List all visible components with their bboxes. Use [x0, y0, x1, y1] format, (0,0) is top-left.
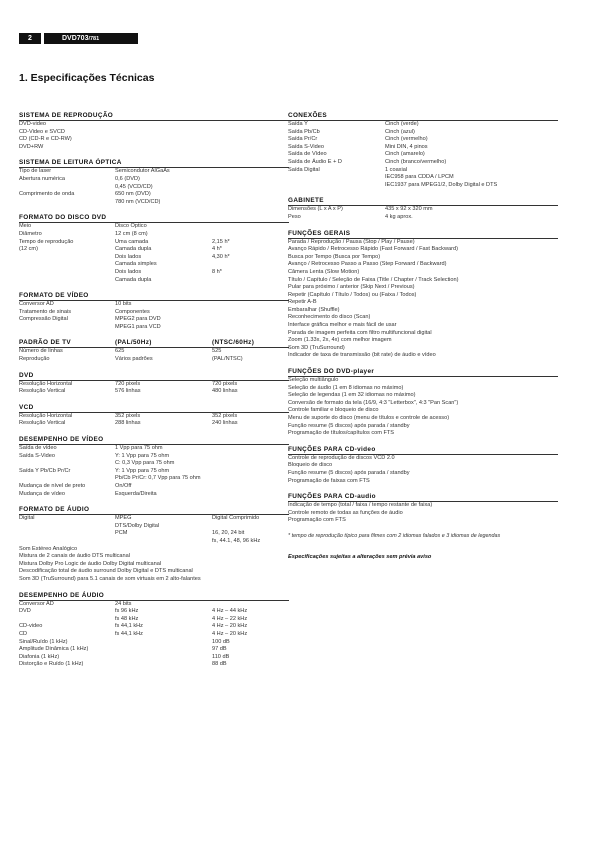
spec-section-s2 — [19, 159, 289, 206]
spec-row — [19, 309, 289, 317]
spec-row — [19, 639, 289, 647]
spec-row — [288, 151, 558, 159]
section-heading — [19, 292, 289, 301]
spec-line: CD (CD-R e CD-RW) — [19, 136, 72, 143]
spec-row — [19, 631, 289, 639]
spec-row — [19, 176, 289, 184]
spec-label: Distorção e Ruído (1 kHz) — [19, 661, 84, 668]
spec-value: Digital Comprimido — [212, 515, 260, 522]
spec-line: Mistura de 2 canais de áudio DTS multicanal — [19, 553, 130, 560]
spec-label: Saída de Vídeo — [288, 151, 327, 158]
spec-value: C: 0,3 Vpp para 75 ohm — [115, 460, 175, 467]
spec-row — [19, 231, 289, 239]
section-heading-text: FORMATO DE ÁUDIO — [19, 506, 90, 514]
spec-line: Função resume (5 discos) após parada / standby — [288, 422, 410, 429]
spec-value: Cinch (azul) — [385, 128, 415, 135]
spec-value: 576 linhas — [115, 388, 141, 395]
spec-value: On/Off — [115, 483, 132, 489]
spec-line: Programação com FTS — [288, 517, 346, 524]
spec-label — [19, 261, 115, 269]
spec-label — [19, 269, 115, 277]
spec-label: Digital — [19, 515, 35, 522]
spec-label: Diafonia (1 kHz) — [19, 653, 60, 660]
spec-section-s10 — [19, 592, 289, 669]
spec-label — [19, 324, 115, 332]
spec-value: Disco Óptico — [115, 223, 147, 230]
section-heading — [19, 372, 289, 381]
page-header — [19, 33, 138, 44]
spec-line: Seleção de legendas (1 em 32 idiomas no máximo) — [288, 392, 416, 399]
spec-value: fs, 44.1, 48, 96 kHz — [212, 537, 261, 544]
spec-label: Saída S-Video — [19, 452, 55, 459]
spec-label: Saída Digital — [288, 166, 320, 173]
spec-row — [288, 121, 558, 129]
spec-value: Y: 1 Vpp para 75 ohm — [115, 467, 170, 474]
spec-line: Parada / Reprodução / Pausa (Stop / Play / Pause) — [288, 238, 415, 245]
spec-value: 525 — [212, 348, 222, 355]
spec-value: 240 linhas — [212, 420, 238, 427]
spec-value: MPEG — [115, 515, 132, 522]
spec-row — [19, 453, 289, 461]
spec-label: Saída Y — [288, 121, 308, 127]
spec-label: Meio — [19, 223, 32, 230]
spec-label: CD — [19, 630, 28, 637]
spec-row — [19, 184, 289, 192]
spec-value: 2,15 h* — [212, 238, 230, 245]
section-heading-text: FORMATO DE VÍDEO — [19, 292, 89, 300]
spec-label: Resolução Horizontal — [19, 412, 73, 419]
spec-row — [19, 261, 289, 269]
spec-line: Som 3D (TruSurround) para 5.1 canais de som virtuais em 2 alto-falantes — [19, 575, 201, 582]
spec-label: Número de linhas — [19, 348, 63, 355]
left-column — [19, 112, 289, 677]
spec-label — [288, 182, 385, 190]
spec-line: Indicador de taxa de transmissão (bit rate) de áudio e vídeo — [288, 352, 436, 359]
spec-row — [19, 246, 289, 254]
spec-value: fs 44,1 kHz — [115, 623, 143, 630]
spec-label: Peso — [288, 213, 301, 220]
spec-value: 4 h* — [212, 246, 222, 253]
spec-label — [19, 460, 115, 468]
spec-section-r6 — [288, 493, 558, 525]
spec-label: Comprimento de onda — [19, 191, 75, 198]
spec-value: Pb/Cb Pr/Cr: 0,7 Vpp para 75 ohm — [115, 475, 201, 482]
spec-value: 0,6 (DVD) — [115, 175, 140, 182]
spec-line: Controle remoto de todas as funções de áudio — [288, 509, 403, 516]
section-heading-text: FORMATO DO DISCO DVD — [19, 214, 107, 222]
section-heading-text: DESEMPENHO DE VÍDEO — [19, 436, 104, 444]
spec-line: Repetir A-B — [288, 299, 317, 306]
spec-row — [19, 646, 289, 654]
spec-line: Controle familiar e bloqueio de disco — [288, 407, 379, 414]
spec-value: fs 96 kHz — [115, 608, 139, 615]
spec-value: IEC1937 para MPEG1/2, Dolby Digital e DTS — [385, 181, 498, 188]
spec-value — [115, 639, 212, 647]
spec-section-s9 — [19, 506, 289, 583]
spec-row — [19, 324, 289, 332]
spec-row — [19, 199, 289, 207]
spec-value: Uma camada — [115, 238, 149, 245]
spec-line: Avanço / Retrocesso Passo a Passo (Step Forward / Backward) — [288, 261, 447, 268]
section-heading-text: FUNÇÕES PARA CD-audio — [288, 493, 376, 501]
section-heading — [288, 112, 558, 121]
spec-row — [19, 601, 289, 609]
section-heading-text: PADRÃO DE TV — [19, 339, 72, 347]
spec-value: 352 pixels — [115, 412, 141, 419]
model-suffix: /781 — [88, 35, 100, 42]
spec-value: 780 nm (VCD/CD) — [115, 198, 161, 205]
spec-line: Função resume (5 discos) após parada / standby — [288, 469, 410, 476]
spec-line: CD-Video e SVCD — [19, 128, 65, 135]
section-heading-text: (NTSC/60Hz) — [212, 339, 255, 347]
spec-value: IEC958 para CDDA / LPCM — [385, 174, 454, 181]
spec-label: Compressão Digital — [19, 316, 68, 323]
spec-row — [19, 348, 289, 356]
spec-section-s4 — [19, 292, 289, 331]
spec-line: DVD-video — [19, 121, 47, 127]
spec-value: Cinch (branco/vermelho) — [385, 158, 447, 165]
spec-value: Mini DIN, 4 pinos — [385, 143, 428, 150]
spec-row — [288, 129, 558, 137]
spec-value: 480 linhas — [212, 388, 238, 395]
page-title: 1. Especificações Técnicas — [19, 72, 155, 84]
disclaimer: Especificações sujeitas a alterações sem prévia aviso — [288, 554, 432, 561]
spec-value: 650 nm (DVD) — [115, 191, 151, 198]
spec-label — [19, 616, 115, 624]
spec-label: Saída Pb/Cb — [288, 128, 320, 135]
spec-row — [19, 445, 289, 453]
spec-row — [19, 191, 289, 199]
spec-value: 10 bits — [115, 301, 132, 308]
spec-label: Tempo de reprodução — [19, 238, 74, 245]
spec-label: Tratamento de sinais — [19, 308, 72, 315]
spec-value: DTS/Dolby Digital — [115, 522, 160, 529]
spec-value: 24 bits — [115, 600, 132, 607]
section-heading-text: SISTEMA DE LEITURA ÓPTICA — [19, 159, 122, 167]
spec-value: 4 Hz – 44 kHz — [212, 608, 248, 615]
section-heading-text: GABINETE — [288, 197, 324, 205]
section-heading — [288, 368, 558, 377]
spec-value: 4 Hz – 20 kHz — [212, 623, 248, 630]
spec-value: Cinch (amarelo) — [385, 151, 425, 158]
spec-row — [19, 381, 289, 389]
spec-row — [19, 623, 289, 631]
spec-row — [288, 167, 558, 175]
spec-line: Avanço Rápido / Retrocesso Rápido (Fast Forward / Fast Backward) — [288, 246, 458, 253]
spec-value: 720 pixels — [212, 380, 238, 387]
spec-label: Dimensões (L x A x P) — [288, 206, 343, 213]
spec-row — [19, 654, 289, 662]
spec-value: 625 — [115, 348, 125, 355]
section-heading-text: (PAL/50Hz) — [115, 339, 152, 347]
section-heading — [19, 592, 289, 601]
section-heading-text: FUNÇÕES DO DVD-player — [288, 368, 375, 376]
spec-value: (PAL/NTSC) — [212, 356, 243, 363]
spec-label: Mudança de nível de preto — [19, 483, 86, 489]
spec-line: Câmera Lenta (Slow Motion) — [288, 268, 360, 275]
spec-label: Abertura numérica — [19, 175, 66, 182]
spec-value: Camada dupla — [115, 246, 152, 253]
spec-label — [19, 475, 115, 483]
section-heading-text: DESEMPENHO DE ÁUDIO — [19, 591, 105, 599]
spec-row — [19, 223, 289, 231]
spec-value: Dois lados — [115, 253, 142, 260]
spec-label: DVD — [19, 608, 31, 615]
spec-row — [19, 523, 289, 531]
spec-label: CD-video — [19, 623, 43, 630]
spec-label: Amplitude Dinâmica (1 kHz) — [19, 646, 89, 653]
spec-value: 4 kg aprox. — [385, 213, 413, 220]
spec-label: Resolução Vertical — [19, 388, 66, 395]
footnote: * tempo de reprodução típico para filmes com 2 idiomas falados e 3 idiomas de legendas — [288, 532, 501, 539]
spec-line: Embaralhar (Shuffle) — [288, 306, 340, 313]
spec-label — [19, 530, 115, 538]
spec-row — [19, 168, 289, 176]
spec-section-s8 — [19, 436, 289, 498]
section-heading — [19, 112, 289, 121]
spec-value: Cinch (vermelho) — [385, 136, 428, 143]
spec-label — [19, 277, 115, 285]
section-heading-text: DVD — [19, 371, 34, 379]
spec-value — [115, 654, 212, 662]
spec-line: Reconhecimento do disco (Scan) — [288, 314, 371, 321]
spec-label: Saída S-Video — [288, 143, 324, 150]
spec-value: 435 x 92 x 320 mm — [385, 206, 433, 213]
spec-line: Zoom (1.33x, 2x, 4x) com melhor imagem — [288, 337, 392, 344]
spec-row — [288, 136, 558, 144]
spec-label — [19, 538, 115, 546]
spec-value: 110 dB — [212, 653, 230, 660]
spec-section-r5 — [288, 446, 558, 485]
spec-section-r1 — [288, 112, 558, 189]
spec-label: (12 cm) — [19, 246, 38, 253]
spec-row — [19, 530, 289, 538]
spec-row — [19, 269, 289, 277]
spec-row — [288, 159, 558, 167]
spec-row — [288, 144, 558, 152]
spec-row — [19, 483, 289, 491]
spec-line: Parada de imagem perfeita com filtro multifuncional digital — [288, 329, 432, 336]
spec-row — [288, 206, 558, 214]
spec-value: fs 48 kHz — [115, 615, 139, 622]
spec-value: 97 dB — [212, 646, 227, 653]
spec-line: Descodificação total de áudio surround Dolby Digital e DTS multicanal — [19, 568, 193, 575]
spec-line: Bloqueio de disco — [288, 462, 333, 469]
spec-row — [19, 491, 289, 499]
section-heading — [288, 197, 558, 206]
section-heading-text: SISTEMA DE REPRODUÇÃO — [19, 112, 114, 119]
spec-line: Programação de faixas com FTS — [288, 477, 370, 484]
spec-line: Conversão de formato da tela (16/9, 4:3 "Letterbox", 4:3 "Pan Scan") — [288, 399, 459, 406]
spec-section-r3 — [288, 230, 558, 361]
spec-label: Resolução Vertical — [19, 420, 66, 427]
spec-row — [19, 356, 289, 364]
spec-row — [19, 254, 289, 262]
spec-value: 8 h* — [212, 268, 222, 275]
spec-row — [19, 388, 289, 396]
spec-value: 12 cm (8 cm) — [115, 230, 148, 237]
spec-line: Programação de títulos/capítulos com FTS — [288, 430, 395, 437]
spec-row — [19, 616, 289, 624]
spec-section-r2 — [288, 197, 558, 221]
section-heading — [288, 446, 558, 455]
spec-section-s5 — [19, 339, 289, 363]
spec-line: Mistura Dolby Pro Logic de áudio Dolby Digital multicanal — [19, 560, 162, 567]
spec-value: Dois lados — [115, 268, 142, 275]
spec-section-s6 — [19, 372, 289, 396]
spec-label — [288, 174, 385, 182]
spec-value: 1 Vpp para 75 ohm — [115, 445, 163, 452]
model-label — [44, 33, 138, 44]
spec-value: 288 linhas — [115, 420, 141, 427]
spec-value: 4 Hz – 20 kHz — [212, 630, 248, 637]
spec-value: Y: 1 Vpp para 75 ohm — [115, 452, 170, 459]
spec-value: Camada dupla — [115, 276, 152, 283]
section-heading — [288, 230, 558, 239]
spec-value: Cinch (verde) — [385, 121, 419, 127]
section-heading — [19, 339, 289, 348]
spec-label — [19, 254, 115, 262]
spec-row — [19, 413, 289, 421]
spec-value: Vários padrões — [115, 356, 153, 363]
section-heading-text: VCD — [19, 403, 34, 411]
spec-row — [19, 538, 289, 546]
spec-line: Busca por Tempo (Busca por Tempo) — [288, 253, 381, 260]
spec-section-s7 — [19, 404, 289, 428]
spec-line: Interface gráfica melhor e mais fácil de usar — [288, 322, 397, 329]
spec-value — [115, 646, 212, 654]
section-heading — [19, 506, 289, 515]
spec-value: 352 pixels — [212, 412, 238, 419]
spec-label: Sinal/Ruído (1 kHz) — [19, 638, 68, 645]
spec-value — [115, 538, 212, 546]
spec-line: Título / Capítulo / Seleção de Faixa (Title / Chapter / Track Selection) — [288, 276, 459, 283]
spec-value: 100 dB — [212, 638, 230, 645]
section-heading — [288, 493, 558, 502]
spec-value — [115, 661, 212, 669]
spec-label: Tipo de laser — [19, 168, 52, 175]
section-heading-text: CONEXÕES — [288, 112, 328, 119]
spec-section-s3 — [19, 214, 289, 284]
spec-line: Som 3D (TruSurround) — [288, 344, 345, 351]
spec-value: Componentes — [115, 308, 150, 315]
spec-line: Menu de suporte do disco (menu de títulos e controle de acesso) — [288, 415, 450, 421]
spec-row — [19, 316, 289, 324]
spec-line: Controle de reprodução de discos VCD 2.0 — [288, 454, 395, 461]
spec-label: Saída de vídeo — [19, 445, 57, 452]
spec-row — [19, 475, 289, 483]
spec-row — [19, 239, 289, 247]
spec-row — [19, 468, 289, 476]
spec-value: fs 44,1 kHz — [115, 630, 143, 637]
spec-row — [288, 174, 558, 182]
spec-line: Som Estéreo Analógico — [19, 545, 78, 552]
spec-row — [288, 214, 558, 222]
spec-row — [19, 608, 289, 616]
spec-row — [19, 515, 289, 523]
section-heading — [19, 404, 289, 413]
spec-label: Diâmetro — [19, 230, 42, 237]
spec-row — [19, 661, 289, 669]
spec-value: 4 Hz – 22 kHz — [212, 615, 248, 622]
section-heading-text: FUNÇÕES PARA CD-video — [288, 445, 376, 453]
spec-section-r4 — [288, 368, 558, 438]
spec-line: Seleção de áudio (1 em 8 idiomas no máximo) — [288, 384, 404, 391]
spec-label: Conversor AD — [19, 301, 54, 308]
spec-row — [19, 301, 289, 309]
spec-label: Resolução Horizontal — [19, 380, 73, 387]
spec-value: Esquerda/Direita — [115, 490, 157, 497]
spec-line: Pular para próximo / anterior (Skip Next / Previous) — [288, 284, 415, 291]
spec-label: Conversor AD — [19, 600, 54, 607]
spec-label: Saída Y Pb/Cb Pr/Cr — [19, 467, 71, 474]
spec-value: MPEG1 para VCD — [115, 323, 161, 330]
spec-label: Saída Pr/Cr — [288, 136, 318, 143]
spec-value: MPEG2 para DVD — [115, 316, 161, 323]
spec-label — [19, 184, 115, 192]
spec-row — [19, 460, 289, 468]
spec-label: Mudança de vídeo — [19, 490, 66, 497]
section-heading — [19, 436, 289, 445]
spec-value: 0,45 (VCD/CD) — [115, 183, 153, 190]
spec-value: 1 coaxial — [385, 166, 408, 173]
model-name: DVD703 — [62, 35, 89, 42]
spec-line: Seleção multiângulo — [288, 377, 339, 384]
spec-label — [19, 523, 115, 531]
spec-label: Reprodução — [19, 356, 50, 363]
spec-value: PCM — [115, 530, 128, 537]
spec-value: 16, 20, 24 bit — [212, 530, 245, 537]
section-heading — [19, 214, 289, 223]
spec-value: 88 dB — [212, 661, 227, 668]
spec-label: Saída de Áudio E + D — [288, 158, 342, 165]
page-number: 2 — [19, 33, 41, 44]
spec-row — [288, 182, 558, 190]
spec-label — [19, 199, 115, 207]
spec-line: Repetir (Capítulo / Título / Todos) ou (Faixa / Todos) — [288, 291, 417, 298]
spec-row — [19, 277, 289, 285]
spec-value: 720 pixels — [115, 380, 141, 387]
spec-line: DVD+RW — [19, 143, 44, 150]
right-column — [288, 112, 558, 560]
spec-line: Indicação de tempo (total / faixa / tempo restante de faixa) — [288, 502, 433, 509]
section-heading — [19, 159, 289, 168]
spec-section-s1 — [19, 112, 289, 151]
spec-row — [19, 420, 289, 428]
section-heading-text: FUNÇÕES GERAIS — [288, 229, 351, 237]
spec-value: Semicondutor AlGaAs — [115, 168, 170, 175]
spec-value: Camada simples — [115, 261, 157, 268]
spec-value: 4,30 h* — [212, 253, 230, 260]
